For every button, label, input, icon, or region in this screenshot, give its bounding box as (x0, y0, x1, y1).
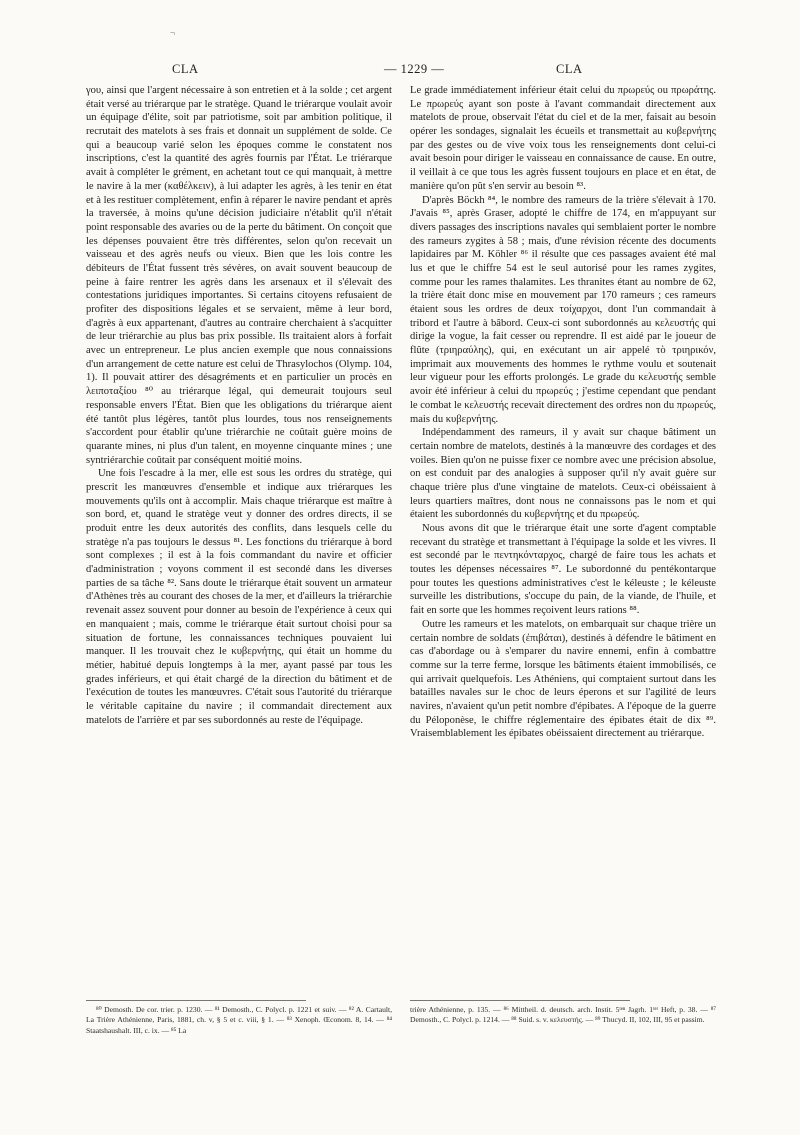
page-header (84, 62, 716, 78)
paragraph: Nous avons dit que le triérarque était une sorte d'agent comptable recevant du stratège et transmettant à l'équipage la solde et les vivres. Il est secondé par le πεντηκόνταρχος, chargé de faire tous les achats et toutes les dépenses nécessaires ⁸⁷. Le subordonné du pentékontarque pour toutes les questions administratives c'est le kéleuste ; le kéleuste surveille les distributions, s'occupe du pain, de la viande, de l'huile, et fait en sorte que les hommes reçoivent leurs rations ⁸⁸. (410, 523, 716, 617)
paragraph: Le grade immédiatement inférieur était celui du πρωρεύς ou πρωράτης. Le πρωρεύς ayant son poste à l'avant commandait directement aux matelots de proue, observait l'état du ciel et de la mer, faisait au besoin opérer les sondages, signalait les écueils et transmettait au κυβερνήτης par des gestes ou de vive voix tous les renseignements dont celui-ci avait besoin pour diriger le vaisseau en connaissance de cause. En outre, il veillait à ce que tous les agrès fussent toujours en place et en état, de manière qu'on pût s'en servir au besoin ⁸³. (410, 85, 716, 192)
header-left-title: CLA (172, 62, 199, 76)
footnotes-right (410, 1005, 716, 1026)
footnote-text: trière Athénienne, p. 135. — ⁸⁶ Mittheil. d. deutsch. arch. Instit. 5ᵗᵉⁿ Jagrh. 1ᵗᵉʳ Heft, p. 38. — ⁸⁷ Demosth., C. Polycl. p. 1214. — ⁸⁸ Suid. s. v. κελευστής. — ⁸⁹ Thucyd. II, 102, III, 95 et passim. (410, 1005, 716, 1025)
paragraph: Indépendamment des rameurs, il y avait sur chaque bâtiment un certain nombre de matelots, destinés à la manœuvre des cordages et des voiles. Bien qu'on ne puisse fixer ce nombre avec une précision absolue, on est conduit par des analogies à supposer qu'il n'y avait guère sur chaque trière plus d'une vingtaine de matelots. Ceux-ci obéissaient à leurs quartiers maîtres, dont nous ne connaissons pas le nom et qui étaient les subordonnés du κυβερνήτης et du πρωρεύς. (410, 427, 716, 521)
footnote-text: ⁸⁰ Demosth. De cor. trier. p. 1230. — ⁸¹ Demosth., C. Polycl. p. 1221 et suiv. — ⁸² A. Cartault, La Trière Athénienne, Paris, 1881, ch. v, § 5 et c. viii, § 1. — ⁸³ Xenoph. Œconom. 8, 14. — ⁸⁴ Staatshaushalt. III, c. ix. — ⁸⁵ La (86, 1005, 392, 1035)
paragraph: Outre les rameurs et les matelots, on embarquait sur chaque trière un certain nombre de soldats (ἐπιβάται), destinés à défendre le bâtiment en cas d'abordage ou à s'emparer du navire ennemi, enfin à combattre comme sur la terre ferme, lorsque les bâtiments étaient immobilisés, ce qui arrivait quelquefois. Les Athéniens, qui comptaient surtout dans les batailles navales sur le choc de leurs éperons et sur l'agilité de leurs navires, n'avaient qu'un petit nombre d'épibates. A l'époque de la guerre du Péloponèse, le chiffre réglementaire des épibates était de dix ⁸⁹. Vraisemblablement les épibates obéissaient directement au triérarque. (410, 618, 716, 740)
footnotes-left (86, 1005, 392, 1036)
footnote-divider-right (410, 1000, 630, 1001)
header-right-title: CLA (556, 62, 583, 76)
paragraph: D'après Böckh ⁸⁴, le nombre des rameurs de la trière s'élevait à 170. J'avais ⁸⁵, après Graser, adopté le chiffre de 174, en m'appuyant sur divers passages des inscriptions navales qui semblaient porter le nombre des rameurs zygites à 58 ; mais, d'une révision récente des documents lapidaires par M. Köhler ⁸⁶ il résulte que ces passages avaient été mal lus et que le chiffre 54 est le seul autorisé pour les rames zygites, comme pour les rames thalamites. Les thranites étant au nombre de 62, la trière était donc mise en mouvement par 170 rameurs ; ces rameurs étaient sous les ordres de deux τοίχαρχοι, dont l'un commandait à tribord et l'autre à bâbord. Ceux-ci sont subordonnés au κελευστής qui dirige la vogue, la fait cesser ou reprendre. Il est aidé par le joueur de flûte (τριηραύλης), qui, en exécutant un air appelé τὸ τριηρικόν, imprimait aux mouvements des hommes le rythme voulu et soutenait leur vigueur pour les efforts prolongés. Le grade du κελευστής semble avoir été inférieur à celui du πρωρεύς ; j'estime cependant que pendant le combat le κελευστής recevait directement des ordres non du πρωρεύς, mais du κυβερνήτης. (410, 194, 716, 425)
left-column (86, 84, 392, 727)
paragraph: γου, ainsi que l'argent nécessaire à son entretien et à la solde ; cet argent était versé au triérarque par le stratège. Quand le triérarque voulait avoir un équipage d'élite, soit par patriotisme, soit par ambition politique, il recrutait des matelots à ses frais et donnait un supplément de solde. Ce qui a beaucoup varié selon les époques comme le constatent nos inscriptions, c'est la quantité des agrès fournis par l'État. Le triérarque avait à compléter le grément, en achetant tout ce qui manquait, à mettre le navire à la mer (καθέλκειν), à lui adapter les agrès, à les tenir en état et à les restituer complètement, enfin à réparer le navire pendant et après la traversée, à moins qu'une décision judiciaire n'établit qu'il n'était point responsable des avaries ou de la perte du bâtiment. On conçoit que les dépenses pouvaient être très différentes, selon qu'on recevait un vaisseau et des agrès neufs ou vieux. Bien que les lois contre les débiteurs de l'État fussent très sévères, on avait souvent beaucoup de peine à faire rentrer les agrès dans les arsenaux et il s'élevait des contestations juridiques importantes. Si certains citoyens refusaient de profiter des dispositions légales et se servaient, même à leur bord, d'agrès à eux appartenant, d'autres au contraire cherchaient à s'acquitter de leur triérarchie au plus bas prix possible. Ils traitaient alors à forfait avec un entrepreneur. Le plus ancien exemple que nous connaissions d'un arrangement de cette nature est celui de Thrasylochos (Olymp. 104, 1). Il pouvait attirer des désagréments et en particulier un procès en λειποταξίου ⁸⁰ au triérarque légal, qui demeurait toujours seul responsable envers l'État. Bien que les obligations du triérarque aient été tantôt plus légères, tantôt plus lourdes, tous nos renseignements s'accordent pour établir qu'une triérarchie ne coûtait guère moins de quarante mines, ni plus d'un talent, en moyenne cinquante mines ; une syntriérarchie coûtait par conséquent moitié moins. (86, 85, 393, 466)
page-number: — 1229 — (384, 62, 445, 76)
margin-mark: ¬ (170, 28, 176, 38)
paragraph: Une fois l'escadre à la mer, elle est sous les ordres du stratège, qui prescrit les manœuvres d'ensemble et indique aux triérarques les mouvements qu'ils ont à accomplir. Mais chaque triérarque est maître à son bord, et, quand le stratège veut y donner des ordres directs, il se produit entre les deux autorités des conflits, dans lesquels celle du stratège n'a pas toujours le dessus ⁸¹. Les fonctions du triérarque à bord sont complexes ; il est à la fois commandant du navire et officier d'administration ; voyons comment il est secondé dans les diverses parties de sa tâche ⁸². Sans doute le triérarque était souvent un armateur d'Athènes très au courant des choses de la mer, et d'ailleurs la triérarchie revenait assez souvent pour donner au besoin de l'expérience à ceux qui en manquaient ; mais, comme le triérarque était surtout choisi pour sa situation de fortune, les connaissances techniques pouvaient lui manquer. Il les trouvait chez le κυβερνήτης, qui était un homme du métier, habitué depuis longtemps à la mer, ayant passé par tous les grades inférieurs, et qui était chargé de la direction du bâtiment et de l'exécution de toutes les manœuvres. C'était sous l'autorité du triérarque le véritable capitaine du navire ; il commandait directement aux matelots de l'arrière et par ses subordonnés au reste de l'équipage. (86, 468, 392, 726)
right-column (410, 84, 716, 741)
footnote-divider-left (86, 1000, 306, 1001)
